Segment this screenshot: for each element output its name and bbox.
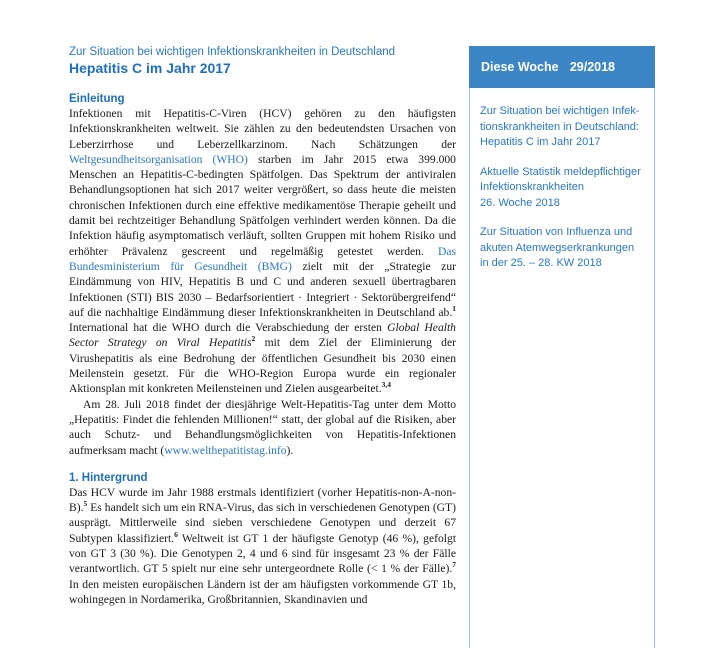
footnote-ref-2[interactable]: 2 [251, 334, 256, 344]
sidebar-link-line: Infektionskrankheiten [480, 181, 584, 193]
bmg-link[interactable]: Das Bundesministerium für Gesundheit (BMG) [69, 244, 456, 273]
footnote-ref-5[interactable]: 5 [83, 499, 88, 509]
intro-text-3: zielt mit der „Strategie zur Eindämmung von HIV, Hepatitis B und C und anderen sexuell übertragbaren Infektionen (STI) BIS 2030 – Bedarfsorientiert · Integriert · Sektorübergreifend“ auf die nachhaltige Eindämmung dieser Infektionskrankheiten in Deutschland ab. [69, 259, 456, 319]
sidebar-link-line: Aktuelle Statistik meldepflichtiger [480, 165, 641, 178]
sidebar-link-line: in der 25. – 28. KW 2018 [480, 257, 602, 269]
sidebar-body [469, 88, 655, 648]
footnote-ref-3-4[interactable]: 3,4 [381, 380, 391, 390]
sidebar-link-influenza[interactable] [480, 225, 644, 272]
footnote-ref-7[interactable]: 7 [452, 560, 456, 570]
section-spacer [69, 458, 456, 472]
section-heading-background: 1. Hintergrund [69, 471, 148, 484]
intro-text-4: International hat die WHO durch die Verabschiedung der ersten [69, 321, 388, 335]
intro-p2-text-2: ). [286, 443, 294, 457]
sidebar-link-line: 26. Woche 2018 [480, 196, 560, 209]
sidebar-label: Diese Woche [481, 60, 559, 74]
sidebar-week: 29/2018 [569, 60, 615, 74]
sidebar-link-line: tionskrankheiten in Deutschland: [480, 120, 639, 133]
bg-text-1: Das HCV wurde im Jahr 1988 erstmals identifiziert (vorher Hepatitis-non-A-non-B). [69, 485, 456, 515]
sidebar-header [469, 46, 655, 88]
sidebar-link-line: akuten Atemwegserkrankungen [480, 241, 635, 254]
intro-paragraph-2 [69, 397, 456, 458]
header-subtitle: Zur Situation bei wichtigen Infektionskrankheiten in Deutschland [69, 46, 396, 58]
sidebar-link-line: Hepatitis C im Jahr 2017 [480, 136, 601, 148]
bg-text-4: In den meisten europäischen Ländern ist der am häufigsten vorkommende GT 1b, wohingegen in Nordamerika, Großbritannien, Skandinavien und [69, 577, 456, 606]
intro-p2-text-1: Am 28. Juli 2018 findet der diesjährige Welt-Hepatitis-Tag unter dem Motto „Hepatitis: Findet die fehlenden Millionen!“ statt, der global auf die Risiken, aber auch Schutz- und Behandlungsmöglichkeiten von Hepatitis-Infektionen aufmerksam macht ( [69, 397, 456, 457]
sidebar-link-statistics[interactable] [480, 165, 644, 212]
intro-text-5: mit dem Ziel der Eliminierung der Virushepatitis als eine Bedrohung der öffentlichen Gesundheit bis 2030 einen Meilenstein gesetzt. Für die WHO-Region Europa wurde ein regionaler Aktionsplan mit konkreten Meilensteinen und Zielen ausgearbeitet. [69, 336, 456, 396]
article-body [69, 93, 456, 607]
background-paragraph [69, 485, 456, 607]
sidebar-link-line: Zur Situation bei wichtigen Infek- [480, 105, 640, 117]
who-link[interactable]: Weltgesundheitsorganisation (WHO) [69, 152, 248, 166]
welthepatitistag-link[interactable]: www.welthepatitistag.info [164, 443, 287, 457]
intro-text-1: Infektionen mit Hepatitis-C-Viren (HCV) gehören zu den häufigsten Infektionskrankheiten weltweit. Sie zählen zu den bedeutendsten Ursachen von Leberzirrhose und Leberzellkarzinom. Nach Schätzungen der [69, 107, 456, 151]
intro-paragraph-1 [69, 106, 456, 397]
intro-text-2: starben im Jahr 2015 etwa 399.000 Menschen an Hepatitis-C-bedingten Spätfolgen. Das Spektrum der antiviralen Behandlungsoptionen hat sich 2017 weiter vergrößert, so dass heute die meisten chronischen Infektionen durch eine effektive medikamentöse Therapie geheilt und damit bei rechtzeitiger Behandlung Spätfolgen verhindert werden können. Da die Infektion häufig asymptomatisch verläuft, sollten Gruppen mit hohem Risiko und erhöhter Prävalenz gescreent und regelmäßig getestet werden. [69, 152, 456, 258]
sidebar [469, 46, 655, 648]
footnote-ref-1[interactable]: 1 [452, 304, 456, 313]
bg-text-3: Weltweit ist GT 1 der häufigste Genotyp (46 %), gefolgt von GT 3 (30 %). Die Genotypen 2, 4 und 6 sind für insgesamt 23 % der Fälle verantwortlich. GT 5 spielt nur eine sehr untergeordnete Rolle (< 1 % der Fälle). [69, 531, 456, 576]
page-title: Hepatitis C im Jahr 2017 [69, 60, 231, 76]
strategy-title-italic: Global Health Sector Strategy on Viral Hepatitis [69, 321, 456, 350]
section-heading-introduction: Einleitung [69, 93, 125, 105]
sidebar-link-hepatitis-c[interactable] [480, 104, 644, 151]
footnote-ref-6[interactable]: 6 [174, 529, 178, 539]
sidebar-link-line: Zur Situation von Influenza und [480, 226, 633, 238]
bg-text-2: Es handelt sich um ein RNA-Virus, das sich in verschiedenen Genotypen (GT) ausprägt. Mittlerweile sind sieben verschiedene Genotypen und derzeit 67 Subtypen klassifiziert. [69, 501, 456, 545]
